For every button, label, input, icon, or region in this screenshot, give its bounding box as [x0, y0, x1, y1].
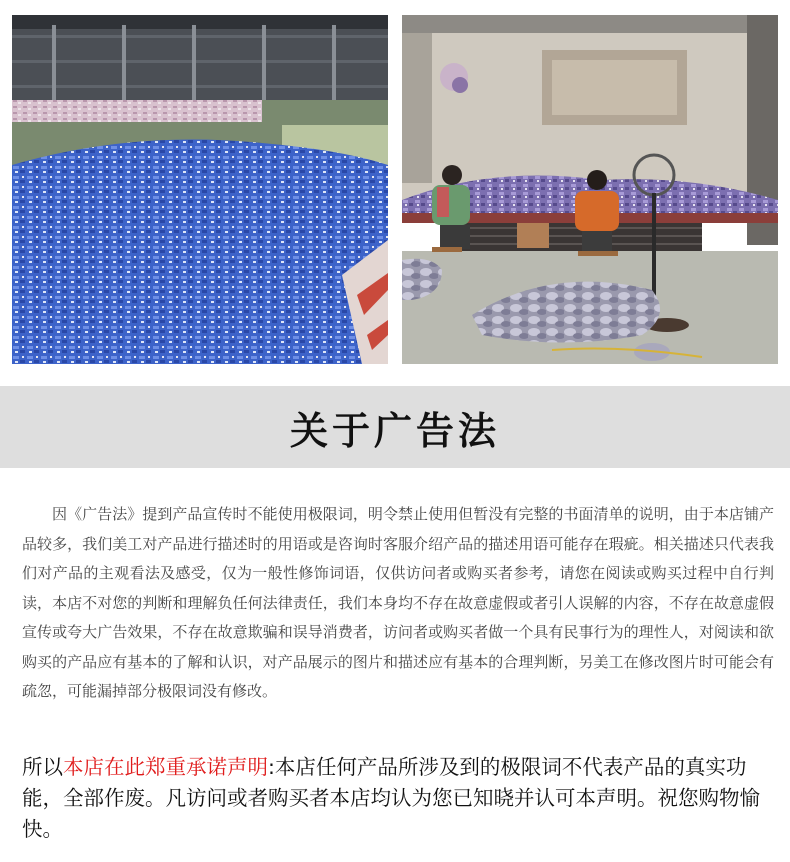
ad-law-banner — [0, 386, 790, 468]
statement-body: :本店任何产品所涉及到的极限词不代表产品的真实功能，全部作废。凡访问或者购买者本店均认为您已知晓并认可本声明。祝您购物愉快。 — [22, 755, 760, 841]
warehouse-products-photo — [12, 15, 388, 364]
ad-law-notice — [22, 500, 774, 707]
ad-law-title: 关于广告法 — [289, 408, 500, 453]
statement-highlight: 本店在此郑重承诺声明 — [63, 755, 268, 779]
store-statement — [22, 752, 774, 845]
workshop-workers-photo — [402, 15, 778, 364]
notice-text: 因《广告法》提到产品宣传时不能使用极限词，明令禁止使用但暂没有完整的书面清单的说明，由于本店铺产品较多，我们美工对产品进行描述时的用语或是咨询时客服介绍产品的描述用语可能存在瑕疵。相关描述只代表我们对产品的主观看法及感受，仅为一般性修饰词语，仅供访问者或购买者参考，请您在阅读或购买过程中自行判读，本店不对您的判断和理解负任何法律责任，我们本身均不存在故意虚假或者引人误解的内容，不存在故意虚假宣传或夸大广告效果，不存在故意欺骗和误导消费者，访问者或购买者做一个具有民事行为的理性人，对阅读和欲购买的产品应有基本的了解和认识，对产品展示的图片和描述应有基本的合理判断，另美工在修改图片时可能会有疏忽，可能漏掉部分极限词没有修改。 — [22, 505, 774, 700]
statement-prefix: 所以 — [22, 755, 63, 779]
